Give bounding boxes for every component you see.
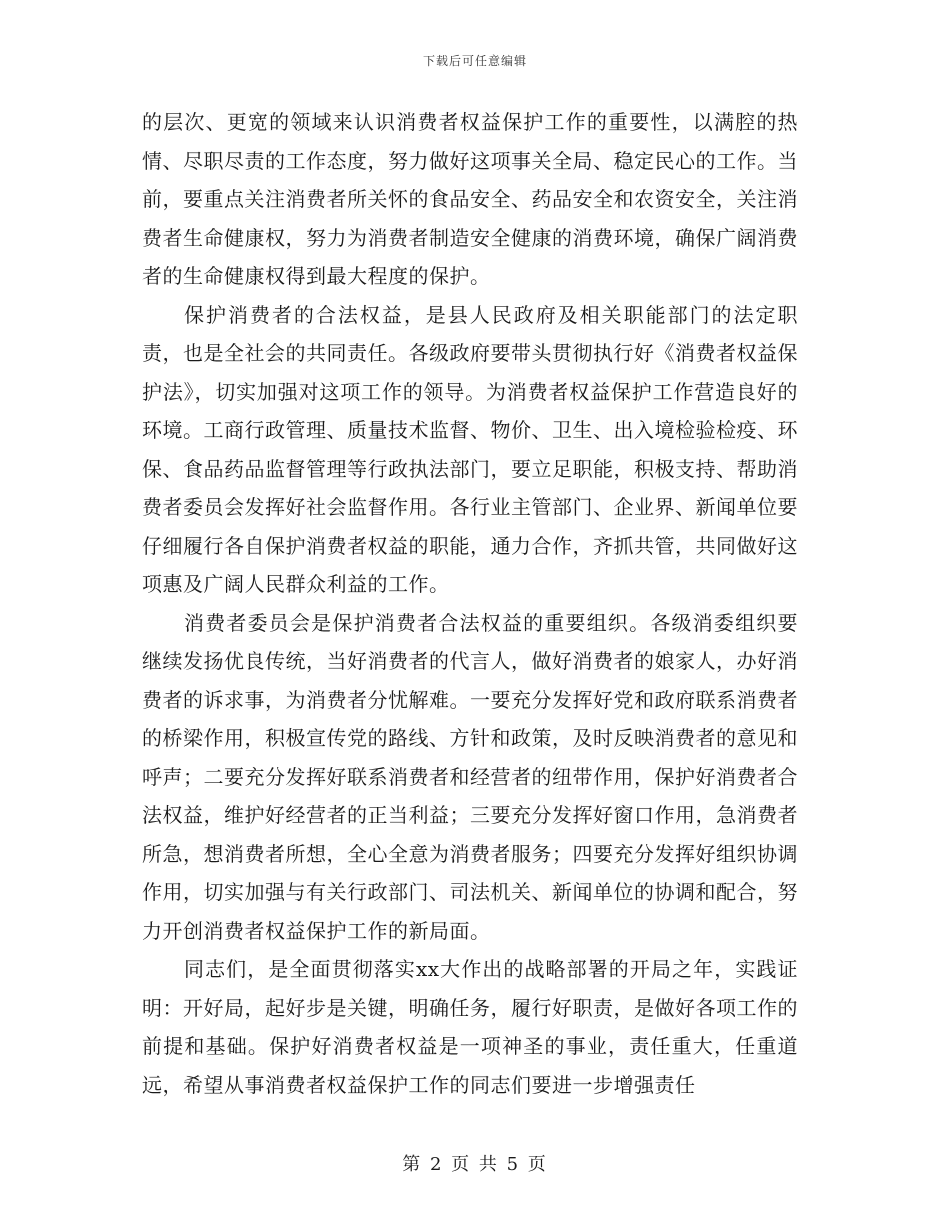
page-number-footer: 第 2 页 共 5 页 xyxy=(402,1154,548,1175)
document-body xyxy=(142,103,798,1104)
page-header: 下载后可任意编辑 xyxy=(422,54,527,68)
paragraph-3: 消费者委员会是保护消费者合法权益的重要组织。各级消委组织要继续发扬优良传统，当好消费者的代言人，做好消费者的娘家人，办好消费者的诉求事，为消费者分忧解难。一要充分发挥好党和政府联系消费者的桥梁作用，积极宣传党的路线、方针和政策，及时反映消费者的意见和呼声；二要充分发挥好联系消费者和经营者的纽带作用，保护好消费者合法权益，维护好经营者的正当利益；三要充分发挥好窗口作用，急消费者所急，想消费者所想，全心全意为消费者服务；四要充分发挥好组织协调作用，切实加强与有关行政部门、司法机关、新闻单位的协调和配合，努力开创消费者权益保护工作的新局面。 xyxy=(142,610,798,943)
paragraph-2: 保护消费者的合法权益，是县人民政府及相关职能部门的法定职责，也是全社会的共同责任。各级政府要带头贯彻执行好《消费者权益保护法》，切实加强对这项工作的领导。为消费者权益保护工作营造良好的环境。工商行政管理、质量技术监督、物价、卫生、出入境检验检疫、环保、食品药品监督管理等行政执法部门，要立足职能，积极支持、帮助消费者委员会发挥好社会监督作用。各行业主管部门、企业界、新闻单位要仔细履行各自保护消费者权益的职能，通力合作，齐抓共管，共同做好这项惠及广阔人民群众利益的工作。 xyxy=(142,302,798,596)
paragraph-4: 同志们，是全面贯彻落实xx大作出的战略部署的开局之年，实践证明：开好局，起好步是关键，明确任务，履行好职责，是做好各项工作的前提和基础。保护好消费者权益是一项神圣的事业，责任重大，任重道远，希望从事消费者权益保护工作的同志们要进一步增强责任 xyxy=(142,957,798,1097)
paragraph-1: 的层次、更宽的领域来认识消费者权益保护工作的重要性，以满腔的热情、尽职尽责的工作态度，努力做好这项事关全局、稳定民心的工作。当前，要重点关注消费者所关怀的食品安全、药品安全和农资安全，关注消费者生命健康权，努力为消费者制造安全健康的消费环境，确保广阔消费者的生命健康权得到最大程度的保护。 xyxy=(142,110,798,288)
